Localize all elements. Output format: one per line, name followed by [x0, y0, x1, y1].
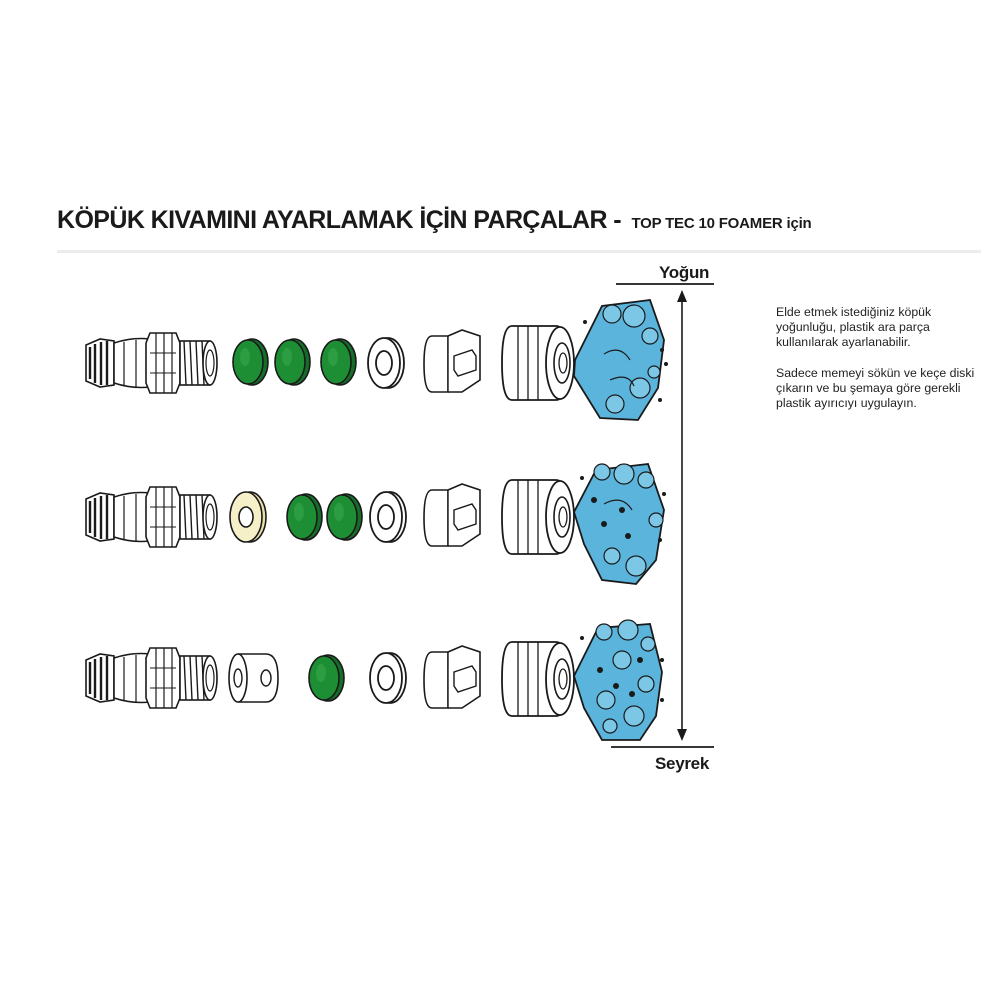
green-filter-disc — [321, 339, 356, 385]
foam-dense — [574, 300, 668, 420]
title-sub: TOP TEC 10 FOAMER için — [631, 215, 812, 232]
hose-fitting — [86, 487, 217, 547]
scale-top-label: Yoğun — [659, 263, 710, 282]
o-ring — [370, 492, 406, 542]
hose-fitting — [86, 333, 217, 393]
hose-fitting — [86, 648, 217, 708]
nozzle-insert — [424, 484, 480, 546]
nozzle-cap — [502, 326, 574, 400]
row-dense — [86, 300, 668, 420]
green-filter-disc — [287, 494, 322, 540]
description-paragraph-1: Elde etmek istediğiniz köpük yoğunluğu, plastik ara parça kullanılarak ayarlanabilir. — [776, 305, 932, 349]
description-paragraph-2: Sadece memeyi sökün ve keçe diski çıkarın ve bu şemaya göre gerekli plastik ayırıcıyı uygulayın. — [776, 366, 975, 410]
green-filter-disc — [309, 655, 344, 701]
row-medium — [86, 464, 666, 584]
foam-light — [574, 620, 664, 740]
foam-medium — [574, 464, 666, 584]
scale-bottom-label: Seyrek — [655, 754, 709, 773]
nozzle-cap — [502, 480, 574, 554]
green-filter-disc — [275, 339, 310, 385]
cream-spacer-ring — [230, 492, 266, 542]
row-light — [86, 620, 664, 740]
nozzle-insert — [424, 330, 480, 392]
green-filter-disc — [233, 339, 268, 385]
title-main: KÖPÜK KIVAMINI AYARLAMAK İÇİN PARÇALAR - — [57, 206, 621, 234]
green-filter-disc — [327, 494, 362, 540]
white-spacer — [229, 654, 278, 702]
nozzle-insert — [424, 646, 480, 708]
o-ring — [368, 338, 404, 388]
o-ring — [370, 653, 406, 703]
nozzle-cap — [502, 642, 574, 716]
